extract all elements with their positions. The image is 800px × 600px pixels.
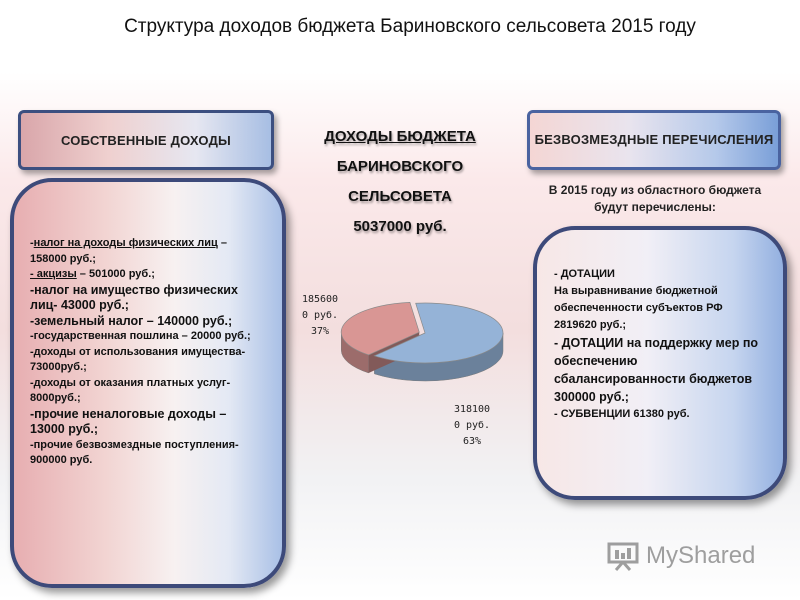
transfers-list — [554, 266, 764, 423]
pie-data-label: 63% — [462, 436, 482, 447]
list-item: - ДОТАЦИИ на поддержку мер по обеспечению сбалансированности бюджетов 300000 руб.; — [554, 336, 759, 404]
list-item: -доходы от оказания платных услуг- 8000руб.; — [30, 376, 231, 404]
pie-data-label: 0 руб. — [453, 420, 491, 431]
budget-total-title — [300, 122, 500, 242]
pie-data-label: 318100 — [453, 404, 491, 415]
watermark-text: MyShared — [646, 542, 756, 569]
list-item: -государственная пошлина – 20000 руб.; — [30, 330, 251, 342]
pie-data-label: 0 руб. — [301, 310, 339, 321]
budget-total-amount: 5037000 руб. — [353, 218, 447, 235]
budget-title-line: БАРИНОВСКОГО — [336, 158, 464, 175]
pie-data-label: 37% — [310, 326, 330, 337]
list-item: -прочие безвозмездные поступления- 900000 руб. — [30, 438, 239, 466]
page-title: Структура доходов бюджета Бариновского сельсовета 2015 году — [124, 16, 696, 37]
list-item: -налог на имущество физических лиц- 43000 руб.; — [30, 282, 238, 312]
list-item: - ДОТАЦИИ — [554, 268, 615, 280]
transfers-note: В 2015 году из областного бюджета будут перечислены: — [548, 183, 762, 214]
watermark — [606, 536, 755, 576]
list-item: На выравнивание бюджетной обеспеченности субъектов РФ 2819620 руб.; — [554, 285, 723, 331]
list-item: - акцизы – 501000 руб.; — [30, 268, 155, 280]
presentation-icon — [606, 541, 640, 571]
budget-title-line: СЕЛЬСОВЕТА — [348, 188, 452, 205]
own-revenue-list — [30, 236, 260, 469]
list-item: -прочие неналоговые доходы – 13000 руб.; — [30, 406, 227, 436]
budget-title-line: ДОХОДЫ БЮДЖЕТА — [324, 128, 476, 145]
list-item: -доходы от использования имущества- 73000руб.; — [30, 345, 246, 373]
list-item: -налог на доходы физических лиц – 158000 руб.; — [30, 237, 227, 265]
list-item: -земельный налог – 140000 руб.; — [30, 313, 233, 328]
pie-data-label: 185600 — [301, 294, 339, 305]
own-revenue-header: СОБСТВЕННЫЕ ДОХОДЫ — [18, 110, 274, 170]
list-item: - СУБВЕНЦИИ 61380 руб. — [554, 408, 690, 420]
transfers-header: БЕЗВОЗМЕЗДНЫЕ ПЕРЕЧИСЛЕНИЯ — [527, 110, 781, 170]
revenue-pie-chart — [280, 280, 520, 460]
